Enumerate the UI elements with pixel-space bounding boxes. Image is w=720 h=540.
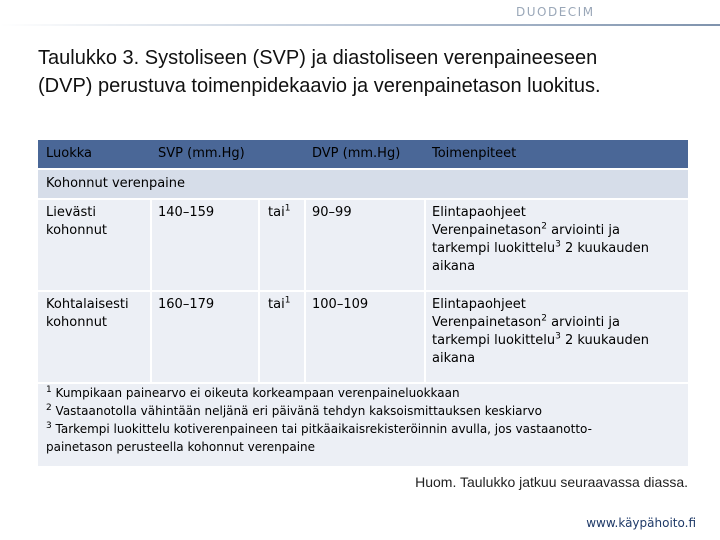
title-line-1: Taulukko 3. Systoliseen (SVP) ja diastoliseen verenpaineeseen bbox=[38, 47, 598, 69]
footnote: painetason perusteella kohonnut verenpaine bbox=[46, 440, 316, 454]
website-link[interactable]: www.käypähoito.fi bbox=[586, 516, 696, 530]
dvp-cell: 100–109 bbox=[312, 297, 369, 312]
section-row bbox=[38, 170, 688, 198]
continuation-note: Huom. Taulukko jatkuu seuraavassa diassa. bbox=[415, 474, 688, 490]
footnotes bbox=[38, 384, 688, 466]
or-text: tai bbox=[268, 205, 285, 220]
actions-cell bbox=[432, 204, 649, 276]
col-header-dvp: DVP (mm.Hg) bbox=[312, 146, 401, 161]
col-header-svp: SVP (mm.Hg) bbox=[158, 146, 245, 161]
action-line: aikana bbox=[432, 351, 476, 366]
footnote: $^2$ Vastaanotolla vähintään neljänä eri päivänä tehdyn kaksoismittauksen keskiarvo bbox=[46, 403, 542, 418]
class-text: Lievästi bbox=[46, 205, 96, 220]
action-line: Elintapaohjeet bbox=[432, 205, 526, 220]
duodecim-logo: DUODECIM bbox=[516, 5, 595, 19]
action-line: Elintapaohjeet bbox=[432, 297, 526, 312]
col-header-actions: Toimenpiteet bbox=[432, 146, 517, 161]
action-line: aikana bbox=[432, 259, 476, 274]
title-line-2: (DVP) perustuva toimenpidekaavio ja verenpainetason luokitus. bbox=[38, 75, 601, 97]
action-line: Verenpainetason$^2$ arviointi ja bbox=[432, 221, 620, 238]
col-header-class: Luokka bbox=[46, 146, 93, 161]
or-cell bbox=[268, 296, 290, 314]
class-cell bbox=[46, 296, 129, 332]
footnote-ref: 1 bbox=[284, 203, 291, 214]
table-row bbox=[38, 292, 688, 382]
action-line: tarkempi luokittelu$^3$ 2 kuukauden bbox=[432, 331, 649, 348]
or-text: tai bbox=[268, 297, 285, 312]
slide-title bbox=[38, 44, 698, 100]
action-line: tarkempi luokittelu$^3$ 2 kuukauden bbox=[432, 239, 649, 256]
class-text: Kohtalaisesti bbox=[46, 297, 129, 312]
class-cell bbox=[46, 204, 107, 240]
svp-cell: 140–159 bbox=[158, 205, 215, 220]
or-cell bbox=[268, 204, 290, 222]
class-text: kohonnut bbox=[46, 223, 108, 238]
table-row bbox=[38, 200, 688, 290]
class-text: kohonnut bbox=[46, 315, 108, 330]
footnote: $^1$ Kumpikaan painearvo ei oikeuta korkeampaan verenpaineluokkaan bbox=[46, 385, 460, 400]
table-header bbox=[38, 140, 688, 168]
dvp-cell: 90–99 bbox=[312, 205, 352, 220]
section-label: Kohonnut verenpaine bbox=[46, 176, 186, 191]
footnote: $^3$ Tarkempi luokittelu kotiverenpaineen tai pitkäaikaisrekisteröinnin avulla, jos vastaanotto- bbox=[46, 421, 592, 436]
footnote-ref: 1 bbox=[284, 295, 291, 306]
actions-cell bbox=[432, 296, 649, 368]
header-divider bbox=[0, 24, 720, 26]
action-line: Verenpainetason$^2$ arviointi ja bbox=[432, 313, 620, 330]
svp-cell: 160–179 bbox=[158, 297, 215, 312]
